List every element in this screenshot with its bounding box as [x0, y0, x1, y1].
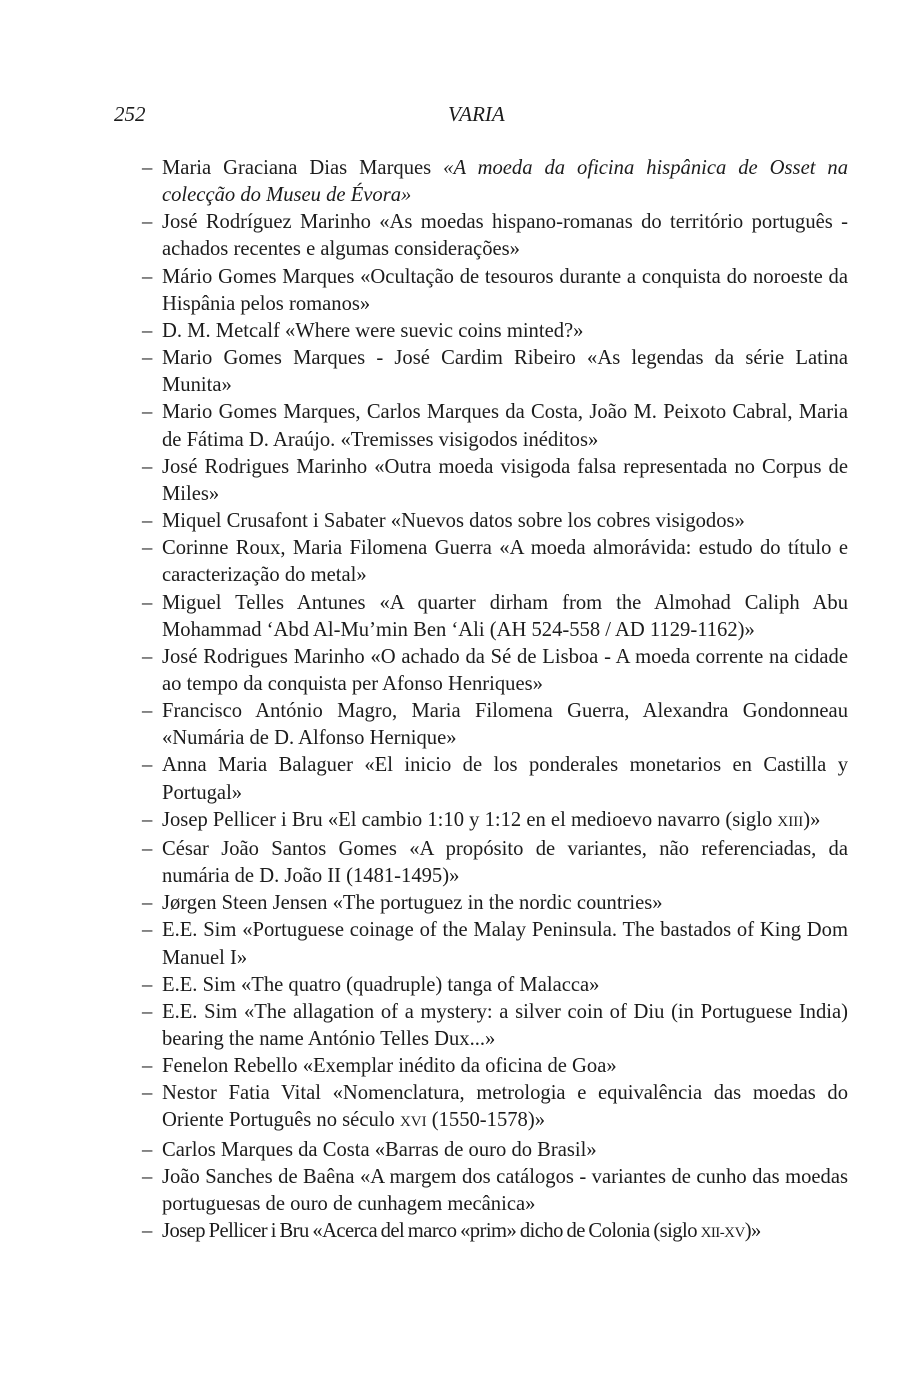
list-item: [142, 999, 848, 1053]
entry-text: José Rodríguez Marinho «As moedas hispano-romanas do território português - achados recentes e algumas considerações»: [162, 211, 848, 261]
dash-bullet: –: [142, 537, 153, 560]
list-item: [142, 644, 848, 698]
list-item: [142, 399, 848, 453]
entry-text-end: )»: [744, 1220, 761, 1243]
dash-bullet: –: [142, 591, 153, 614]
entry-line: [162, 1220, 761, 1242]
dash-bullet: –: [142, 1220, 153, 1243]
entry-text: Josep Pellicer i Bru «Acerca del marco «prim» dicho de Colonia (siglo: [162, 1220, 701, 1243]
dash-bullet: –: [142, 645, 153, 668]
list-item: [142, 1053, 848, 1080]
entry-text: Jørgen Steen Jensen «The portuguez in the nordic countries»: [162, 892, 663, 915]
entry-text: Anna Maria Balaguer «El inicio de los ponderales monetarios en Castilla y Portugal»: [162, 754, 848, 804]
list-item: [142, 590, 848, 644]
dash-bullet: –: [142, 700, 153, 723]
list-item: [142, 972, 848, 999]
dash-bullet: –: [142, 455, 153, 478]
entry-text: Josep Pellicer i Bru «El cambio 1:10 y 1:12 en el medioevo navarro (siglo: [162, 808, 778, 831]
entry-text: Nestor Fatia Vital «Nomenclatura, metrologia e equivalência das moedas do Oriente Português no século: [162, 1082, 848, 1132]
entry-text-end: )»: [803, 808, 821, 831]
dash-bullet: –: [142, 265, 153, 288]
dash-bullet: –: [142, 1055, 153, 1078]
century-numeral: XII-XV: [700, 1225, 745, 1242]
list-item: [142, 1080, 848, 1136]
entry-text: Carlos Marques da Costa «Barras de ouro do Brasil»: [162, 1138, 597, 1161]
list-item: [142, 155, 848, 209]
entry-text: E.E. Sim «The allagation of a mystery: a silver coin of Diu (in Portuguese India) bearing the name António Telles Dux...»: [162, 1000, 848, 1050]
entry-text: E.E. Sim «Portuguese coinage of the Malay Peninsula. The bastados of King Dom Manuel I»: [162, 919, 848, 969]
entry-author: Maria Graciana Dias Marques: [162, 157, 432, 179]
list-item: [142, 1164, 848, 1218]
entry-text: Mario Gomes Marques - José Cardim Ribeiro «As legendas da série Latina Munita»: [162, 347, 848, 397]
list-item: [142, 1137, 848, 1164]
list-item: [142, 318, 848, 345]
entry-text: Fenelon Rebello «Exemplar inédito da oficina de Goa»: [162, 1055, 617, 1078]
dash-bullet: –: [142, 510, 153, 533]
dash-bullet: –: [142, 211, 153, 234]
dash-bullet: –: [142, 1082, 153, 1105]
dash-bullet: –: [142, 808, 153, 831]
entry-text: José Rodrigues Marinho «O achado da Sé de Lisboa - A moeda corrente na cidade ao tempo da conquista per Afonso Henriques»: [162, 645, 848, 695]
entry-text: Mario Gomes Marques, Carlos Marques da Costa, João M. Peixoto Cabral, Maria de Fátima D. Araújo. «Tremisses visigodos inéditos»: [162, 401, 848, 451]
list-item: [142, 508, 848, 535]
entry-title: «A moeda da oficina hispânica de Osset na colecção do Museu de Évora»: [162, 157, 848, 207]
century-numeral: XVI: [399, 1114, 427, 1131]
dash-bullet: –: [142, 754, 153, 777]
dash-bullet: –: [142, 319, 153, 342]
century-numeral: XIII: [777, 813, 804, 830]
entry-text: José Rodrigues Marinho «Outra moeda visigoda falsa representada no Corpus de Miles»: [162, 455, 848, 505]
list-item: [142, 209, 848, 263]
entry-text: Miquel Crusafont i Sabater «Nuevos datos sobre los cobres visigodos»: [162, 510, 745, 533]
entry-text: César João Santos Gomes «A propósito de variantes, não referenciadas, da numária de D. João II (1481-1495)»: [162, 837, 848, 888]
list-item: [142, 698, 848, 752]
dash-bullet: –: [142, 401, 153, 424]
list-item: [142, 1218, 848, 1247]
dash-bullet: –: [142, 1165, 153, 1188]
entry-text: Miguel Telles Antunes «A quarter dirham from the Almohad Caliph Abu Mohammad ‘Abd Al-Mu’min Ben ‘Ali (AH 524-558 / AD 1129-1162)»: [162, 591, 848, 641]
list-item: [142, 264, 848, 318]
dash-bullet: –: [142, 347, 153, 370]
contributions-list: [142, 155, 848, 1247]
list-item: [142, 454, 848, 508]
list-item: [142, 752, 848, 806]
dash-bullet: –: [142, 892, 153, 915]
running-head: VARIA: [448, 102, 505, 126]
page-number: 252: [114, 102, 146, 126]
list-item: [142, 836, 848, 890]
dash-bullet: –: [142, 1138, 153, 1161]
entry-text: João Sanches de Baêna «A margem dos catálogos - variantes de cunho das moedas portuguesas de ouro de cunhagem mecânica»: [162, 1165, 848, 1215]
entry-text-end: (1550-1578)»: [426, 1109, 546, 1132]
list-item: [142, 345, 848, 399]
dash-bullet: –: [142, 973, 153, 996]
list-item: [142, 807, 848, 836]
entry-text: E.E. Sim «The quatro (quadruple) tanga of Malacca»: [162, 973, 600, 996]
list-item: [142, 890, 848, 917]
entry-text: D. M. Metcalf «Where were suevic coins minted?»: [162, 319, 584, 342]
dash-bullet: –: [142, 919, 153, 942]
entry-text: Corinne Roux, Maria Filomena Guerra «A moeda almorávida: estudo do título e caracterização do metal»: [162, 537, 848, 587]
dash-bullet: –: [142, 1000, 153, 1023]
entry-text: Mário Gomes Marques «Ocultação de tesouros durante a conquista do noroeste da Hispânia pelos romanos»: [162, 265, 848, 315]
entry-text: Francisco António Magro, Maria Filomena Guerra, Alexandra Gondonneau «Numária de D. Alfonso Hernique»: [162, 700, 848, 750]
list-item: [142, 917, 848, 971]
list-item: [142, 535, 848, 589]
dash-bullet: –: [142, 837, 153, 860]
dash-bullet: –: [142, 157, 153, 179]
